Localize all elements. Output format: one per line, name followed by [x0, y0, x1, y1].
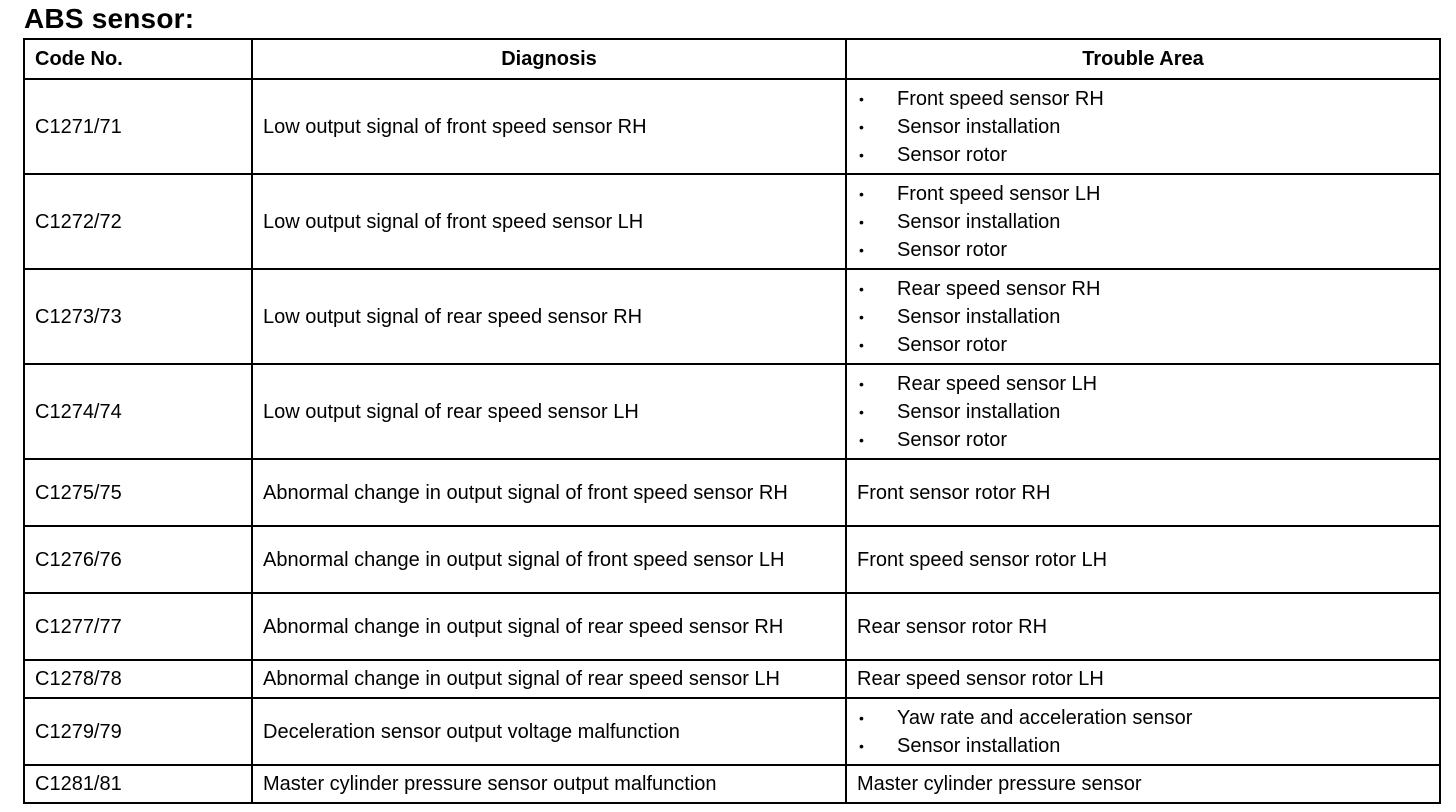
trouble-area-cell: Front speed sensor rotor LH [846, 526, 1440, 593]
list-item [857, 180, 1429, 208]
list-item [857, 208, 1429, 236]
table-row [24, 269, 1440, 364]
trouble-area-cell [846, 79, 1440, 174]
bullet-icon: • [859, 146, 864, 163]
table-row [24, 174, 1440, 269]
list-item [857, 236, 1429, 264]
bullet-icon: • [859, 737, 864, 754]
trouble-area-cell: Rear sensor rotor RH [846, 593, 1440, 660]
table-row [24, 459, 1440, 526]
trouble-area-item: Sensor installation [897, 210, 1061, 233]
list-item [857, 141, 1429, 169]
list-item [857, 275, 1429, 303]
trouble-area-item: Sensor installation [897, 305, 1061, 328]
code-cell: C1279/79 [24, 698, 252, 765]
trouble-area-cell [846, 698, 1440, 765]
trouble-area-list [857, 704, 1429, 760]
bullet-icon: • [859, 709, 864, 726]
list-item [857, 704, 1429, 732]
code-cell: C1271/71 [24, 79, 252, 174]
trouble-area-list [857, 370, 1429, 454]
trouble-area-cell: Front sensor rotor RH [846, 459, 1440, 526]
table-header-row [24, 39, 1440, 79]
trouble-area-item: Sensor rotor [897, 238, 1008, 261]
list-item [857, 85, 1429, 113]
bullet-icon: • [859, 185, 864, 202]
code-cell: C1281/81 [24, 765, 252, 803]
bullet-icon: • [859, 213, 864, 230]
table-row [24, 593, 1440, 660]
trouble-area-list [857, 275, 1429, 359]
list-item [857, 370, 1429, 398]
diagnosis-cell: Abnormal change in output signal of rear speed sensor RH [252, 593, 846, 660]
code-cell: C1274/74 [24, 364, 252, 459]
trouble-area-item: Sensor rotor [897, 428, 1008, 451]
header-diagnosis: Diagnosis [252, 39, 846, 79]
diagnosis-cell: Low output signal of rear speed sensor RH [252, 269, 846, 364]
bullet-icon: • [859, 241, 864, 258]
header-trouble-area: Trouble Area [846, 39, 1440, 79]
table-row [24, 526, 1440, 593]
list-item [857, 303, 1429, 331]
list-item [857, 331, 1429, 359]
diagnosis-cell: Low output signal of front speed sensor LH [252, 174, 846, 269]
trouble-area-item: Rear speed sensor LH [897, 372, 1098, 395]
bullet-icon: • [859, 336, 864, 353]
table-row [24, 765, 1440, 803]
trouble-area-item: Front speed sensor RH [897, 87, 1104, 110]
trouble-area-cell [846, 174, 1440, 269]
trouble-area-cell [846, 364, 1440, 459]
trouble-area-item: Rear speed sensor RH [897, 277, 1101, 300]
table-row [24, 79, 1440, 174]
bullet-icon: • [859, 308, 864, 325]
code-cell: C1276/76 [24, 526, 252, 593]
list-item [857, 398, 1429, 426]
bullet-icon: • [859, 280, 864, 297]
code-cell: C1275/75 [24, 459, 252, 526]
list-item [857, 426, 1429, 454]
table-row [24, 364, 1440, 459]
list-item [857, 732, 1429, 760]
trouble-area-item: Front speed sensor LH [897, 182, 1101, 205]
trouble-area-item: Sensor installation [897, 400, 1061, 423]
bullet-icon: • [859, 118, 864, 135]
bullet-icon: • [859, 375, 864, 392]
trouble-area-item: Yaw rate and acceleration sensor [897, 706, 1193, 729]
trouble-area-cell [846, 269, 1440, 364]
trouble-area-item: Sensor rotor [897, 143, 1008, 166]
table-row [24, 698, 1440, 765]
dtc-table [23, 38, 1441, 804]
list-item [857, 113, 1429, 141]
trouble-area-list [857, 85, 1429, 169]
diagnosis-cell: Abnormal change in output signal of front speed sensor RH [252, 459, 846, 526]
diagnosis-cell: Deceleration sensor output voltage malfunction [252, 698, 846, 765]
table-row [24, 660, 1440, 698]
code-cell: C1277/77 [24, 593, 252, 660]
diagnosis-cell: Abnormal change in output signal of front speed sensor LH [252, 526, 846, 593]
diagnosis-cell: Abnormal change in output signal of rear speed sensor LH [252, 660, 846, 698]
trouble-area-item: Sensor rotor [897, 333, 1008, 356]
trouble-area-list [857, 180, 1429, 264]
bullet-icon: • [859, 90, 864, 107]
code-cell: C1272/72 [24, 174, 252, 269]
trouble-area-cell: Master cylinder pressure sensor [846, 765, 1440, 803]
diagnosis-cell: Master cylinder pressure sensor output malfunction [252, 765, 846, 803]
header-code: Code No. [24, 39, 252, 79]
page-title: ABS sensor: [24, 3, 195, 34]
bullet-icon: • [859, 431, 864, 448]
trouble-area-cell: Rear speed sensor rotor LH [846, 660, 1440, 698]
code-cell: C1273/73 [24, 269, 252, 364]
bullet-icon: • [859, 403, 864, 420]
trouble-area-item: Sensor installation [897, 734, 1061, 757]
code-cell: C1278/78 [24, 660, 252, 698]
diagnosis-cell: Low output signal of rear speed sensor LH [252, 364, 846, 459]
diagnosis-cell: Low output signal of front speed sensor RH [252, 79, 846, 174]
trouble-area-item: Sensor installation [897, 115, 1061, 138]
